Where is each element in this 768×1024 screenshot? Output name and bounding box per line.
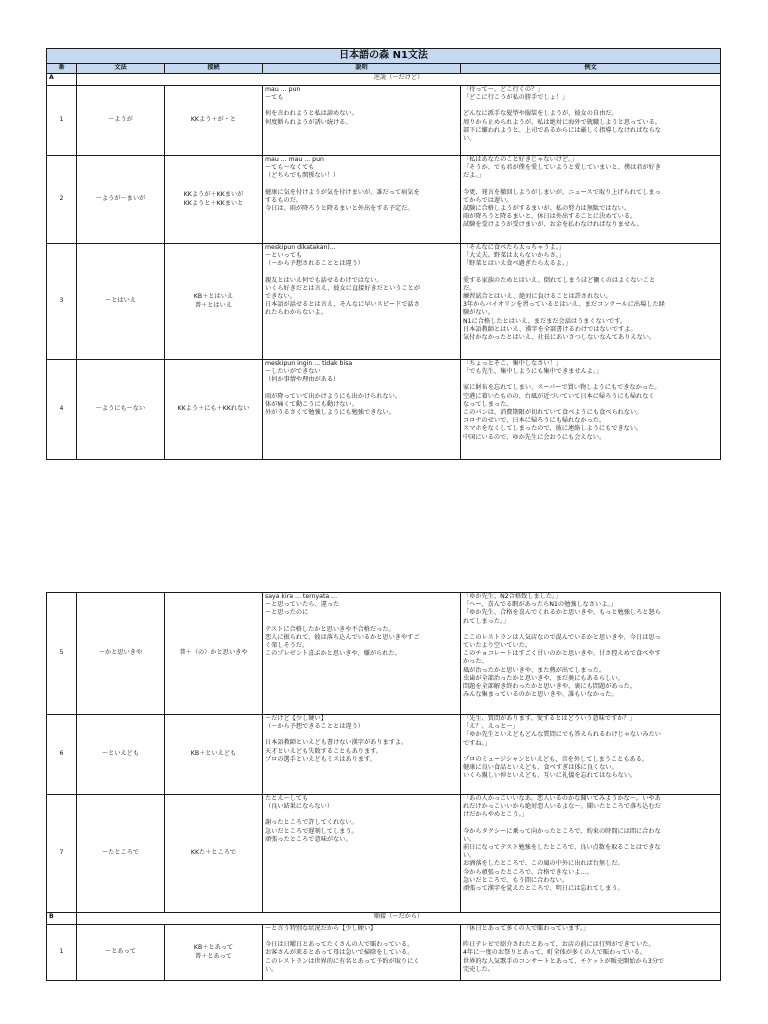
- text-line: だよ。」: [463, 172, 485, 180]
- text-line: ここのレストランは人気店なので混んでいるかと思いきや、今日は思っ: [463, 633, 661, 641]
- text-line: 「待って〜、どこ行くの？」: [463, 86, 544, 93]
- text-line: 部下に嫌われようと、上司であるからには厳しく指導しなければならな: [463, 126, 661, 134]
- text-line: れだけかっこいいから絶対恋人いるよな〜。聞いたところで落ち込むだ: [463, 803, 661, 811]
- grammar-pattern: 〜といえども: [77, 715, 165, 795]
- text-line: meskipun ingin ... tidak bisa: [265, 360, 353, 367]
- text-line: い。: [265, 965, 278, 973]
- row-number: 3: [47, 244, 77, 360]
- text-line: 健康に気を付けようが気を付けまいが、誰だって病気を: [265, 188, 420, 196]
- explanation-cell: [263, 156, 461, 244]
- explanation-cell: [263, 925, 461, 981]
- text-line: [463, 933, 718, 941]
- text-line: [463, 626, 718, 634]
- text-line: （どちらでも関係ない！）: [265, 172, 340, 180]
- text-line: けだからやめとこう。」: [463, 811, 528, 819]
- header-explanation: 説明: [263, 64, 461, 74]
- table-row: [47, 593, 721, 715]
- text-line: （良い結果にならない）: [265, 803, 334, 811]
- text-line: 「でも先生、集中しようにも集中できませんよ。」: [463, 368, 603, 376]
- row-number: 1: [47, 86, 77, 156]
- text-line: 〜といっても: [265, 252, 303, 260]
- text-line: 「ゆか先生といえどもどんな質問にでも答えられるわけじゃないみたい: [463, 731, 661, 739]
- text-line: mau ... mau ... pun: [265, 156, 324, 163]
- connection-cell: [165, 925, 263, 981]
- table-row: [47, 925, 721, 981]
- text-line: いくら好きだとは言え、彼女に直接好きだということが: [265, 284, 421, 292]
- text-line: [265, 385, 458, 393]
- text-line: みんな集まっているのかと思いきや、誰もいなかった。: [463, 691, 618, 699]
- text-line: 今から頑張ったところで、合格できないよ…。: [463, 868, 593, 876]
- text-line: いくら親しい仲といえども、互いに礼儀を忘れてはならない。: [463, 772, 637, 780]
- text-line: 「え？、えっと〜」: [463, 723, 519, 731]
- connection-cell: [165, 156, 263, 244]
- text-line: 「あの人かっこいいなあ。恋人いるのかな聞いてみようかな〜。いやあ: [463, 795, 661, 802]
- table-title: 日本語の森 N1文法: [47, 49, 721, 64]
- text-line: このプレゼント喜ぶかと思いきや、嫌がられた。: [265, 650, 401, 658]
- explanation-cell: [263, 244, 461, 360]
- row-number: 1: [47, 925, 77, 981]
- connection-cell: [165, 593, 263, 715]
- explanation-cell: [263, 593, 461, 715]
- text-line: meskipun dikatakan)...: [265, 244, 336, 251]
- row-number: 7: [47, 795, 77, 913]
- examples-cell: [461, 156, 721, 244]
- explanation-cell: [263, 715, 461, 795]
- text-line: 日本語教師とはいえ、漢字を全部書けるわけではないですよ。: [463, 325, 637, 333]
- text-line: [463, 181, 718, 189]
- text-line: [265, 269, 458, 277]
- grammar-pattern: 〜たところで: [77, 795, 165, 913]
- text-line: 「休日とあって多くの人で賑わっています。」: [463, 925, 590, 932]
- text-line: 何を言われようと私は諦めない。: [265, 110, 358, 118]
- text-line: お酒落をしたところで、この風の中外に出れば台無しだ。: [463, 860, 624, 868]
- text-line: 問題を全部解き終わったかと思いきや、裏にも問題があった。: [463, 682, 637, 690]
- text-line: 〜したいができない: [265, 368, 321, 376]
- grammar-pattern: 〜かと思いきや: [77, 593, 165, 715]
- text-line: 日本語が話せるとは言え、そんなに早いスピードで話さ: [265, 301, 420, 309]
- text-line: 「そうか、でも君が僕を愛していようと愛していまいと、僕は君が好き: [463, 164, 661, 172]
- text-line: KKようと＋KKまいと: [183, 199, 244, 207]
- text-line: 「ゆか先生、N2合格致しました。」: [463, 593, 562, 600]
- grammar-pattern: 〜ようにも〜ない: [77, 360, 165, 460]
- text-line: 〜と思ったのに: [265, 609, 309, 617]
- text-line: なってしまった。: [463, 400, 513, 408]
- table-1-body: [47, 86, 721, 460]
- text-line: お客さんが来るとあって母は急いで掃除をしている。: [265, 949, 414, 957]
- table-row: [47, 244, 721, 360]
- text-line: 雨が降ろうと降るまいと、休日は外出することに決めている。: [463, 213, 637, 221]
- text-line: 親友とはいえ何でも話せるわけではない。: [265, 276, 383, 284]
- text-line: プロの選手といえどもミスはあります。: [265, 755, 376, 763]
- text-line: テストに合格したかと思いきや不合格だった。: [265, 625, 395, 633]
- text-line: 今日は、雨が降ろうと降るまいと外出をする予定だ。: [265, 204, 414, 212]
- text-line: 愛する家族のためとはいえ、倒れてしまうほど働くのはよくないこと: [463, 276, 656, 284]
- connection-cell: [165, 715, 263, 795]
- text-line: 今からタクシーに乗って向かったところで、約束の時間には間に合わな: [463, 827, 661, 835]
- examples-cell: [461, 593, 721, 715]
- text-line: KKた＋ところで: [190, 849, 237, 857]
- text-line: するものだ。: [265, 196, 303, 204]
- text-line: できない。: [265, 292, 296, 300]
- text-line: 前日になってテスト勉強をしたところで、良い点数を取ることはできな: [463, 843, 661, 851]
- text-line: れてしまった。」: [463, 617, 510, 625]
- connection-cell: [165, 86, 263, 156]
- grammar-pattern: 〜ようが〜まいが: [77, 156, 165, 244]
- text-line: 普＋とあって: [194, 952, 233, 960]
- text-line: 普＋とはいえ: [194, 301, 233, 309]
- text-line: このパンは、消費期限が切れていて食べようにも食べられない。: [463, 408, 643, 416]
- text-line: てからでは遅い。: [463, 196, 513, 204]
- text-line: 「どこに行こうが私の勝手でしょ！」: [463, 94, 569, 102]
- text-line: 雨が降っていて出かけようにも出かけられない。: [265, 392, 402, 400]
- text-line: [265, 618, 458, 626]
- text-line: 家に財布を忘れてしまい、スーパーで買い物しようにもできなかった。: [463, 384, 661, 392]
- text-line: 中国にいるので、ゆか先生に会おうにも会えない。: [463, 433, 606, 441]
- explanation-cell: [263, 795, 461, 913]
- section-label: 逆説（〜だけど）: [77, 74, 721, 86]
- examples-cell: [461, 86, 721, 156]
- text-line: 練習試合とはいえ、絶対に負けることは許されない。: [463, 292, 612, 300]
- text-line: 風が治ったかと思いきや、また熱が出てしまった。: [463, 666, 606, 674]
- text-line: 空港に着いたものの、台風が近づいていて日本に帰ろうにも帰れなく: [463, 392, 655, 400]
- text-line: 頑張ったところで意味がない。: [265, 835, 352, 843]
- connection-cell: [165, 795, 263, 913]
- text-line: 体が痛くて動こうにも動けない。: [265, 400, 358, 408]
- text-line: たとえ〜しても: [265, 795, 309, 802]
- table-2-body: [47, 593, 721, 913]
- examples-cell: [461, 715, 721, 795]
- text-line: 「そんなに食べたら太っちゃうよ。」: [463, 244, 566, 251]
- text-line: 試験を受けようが受けまいが、お金を払わなければなりません。: [463, 221, 643, 229]
- table-row: [47, 360, 721, 460]
- text-line: 今日は日曜日とあってたくさんの人で賑わっている。: [265, 941, 414, 949]
- text-line: 〜と言う特別な状況だから【少し硬い】: [265, 925, 377, 932]
- row-number: 5: [47, 593, 77, 715]
- examples-cell: [461, 925, 721, 981]
- text-line: 「先生、質問があります。愛するとはどういう意味ですか？」: [463, 715, 636, 722]
- header-examples: 例文: [461, 64, 721, 74]
- text-line: 今更、発言を撤回しようがしまいが、ニュースで取り上げられてしまっ: [463, 188, 661, 196]
- text-line: い。: [463, 134, 476, 142]
- text-line: KKよう＋が・と: [190, 116, 237, 124]
- table-row: [47, 715, 721, 795]
- text-line: だ。: [463, 284, 476, 292]
- text-line: 頑張って漢字を覚えたところで、明日には忘れてしまう。: [463, 884, 624, 892]
- row-number: 2: [47, 156, 77, 244]
- text-line: 急いだところで遅刻してしまう。: [265, 827, 358, 835]
- text-line: （何か事情や理由がある）: [265, 376, 340, 384]
- text-line: 「大丈夫。野菜は太らないからさ。」: [463, 252, 565, 260]
- text-line: KKよう＋にも＋KKれない: [177, 405, 250, 413]
- text-line: 試験に合格しようがするまいが、私の努力は無駄ではない。: [463, 204, 631, 212]
- table-row: [47, 156, 721, 244]
- text-line: （〜から予想されることとは違う）: [265, 260, 364, 268]
- text-line: KB＋とあって: [193, 944, 234, 952]
- section-label: 順接（〜だから）: [77, 913, 721, 925]
- text-line: [463, 269, 718, 277]
- header-grammar: 文法: [77, 64, 165, 74]
- text-line: このレストランは世界的に有名とあって予約が取りにく: [265, 957, 420, 965]
- text-line: どんなに派手な髪型や服装をしようが、彼女の自由だ。: [463, 110, 618, 118]
- text-line: かった。: [463, 658, 488, 666]
- text-line: KKようが＋KKまいが: [183, 191, 244, 199]
- text-line: 「ちょっとそこ、集中しなさい！」: [463, 360, 562, 367]
- text-line: saya kira ... ternyata ...: [265, 593, 338, 600]
- table-row: [47, 795, 721, 913]
- connection-cell: [165, 244, 263, 360]
- text-line: [265, 933, 458, 941]
- grammar-table-2: [46, 592, 721, 981]
- table-2b-body: [47, 925, 721, 981]
- text-line: 外がうるさくて勉強しようにも勉強できない。: [265, 408, 395, 416]
- row-number: 6: [47, 715, 77, 795]
- row-number: 4: [47, 360, 77, 460]
- connection-cell: [165, 360, 263, 460]
- text-line: 周りから止められようが、私は絶対に海外で就職しようと思っている。: [463, 118, 661, 126]
- text-line: 日本語教師といえども書けない漢字がありますよ。: [265, 739, 408, 747]
- text-line: [463, 820, 718, 828]
- table-row: [47, 86, 721, 156]
- text-line: 虫歯が全部治ったかと思いきや、まだ奥にもあるらしい。: [463, 674, 624, 682]
- text-line: コロナのせいで、日本に帰ろうにも帰れなかった。: [463, 417, 606, 425]
- header-number: 番: [47, 64, 77, 74]
- grammar-pattern: 〜ようが: [77, 86, 165, 156]
- text-line: mau ... pun: [265, 86, 301, 93]
- text-line: ていたより空いていた。: [463, 641, 532, 649]
- text-line: 急いだところで、もう間に合わない。: [463, 876, 569, 884]
- grammar-pattern: 〜とはいえ: [77, 244, 165, 360]
- text-line: 天才といえども失敗することもあります。: [265, 747, 383, 755]
- text-line: 〜ても: [265, 94, 284, 102]
- text-line: 気付かなかったとはいえ、社長にあいさつしないなんてありえない。: [463, 333, 656, 341]
- text-line: 〜だけど【少し硬い】: [265, 715, 327, 722]
- text-line: 世界的な人気歌手のコンサートとあって、チケットが販売開始から3分で: [463, 957, 665, 965]
- text-line: [265, 181, 458, 189]
- grammar-pattern: 〜とあって: [77, 925, 165, 981]
- text-line: 完売した。: [463, 965, 494, 973]
- text-line: N1に合格したとはいえ、まだまだ会話はうまくないです。: [463, 317, 627, 325]
- text-line: KB＋といえども: [190, 750, 237, 758]
- text-line: い。: [463, 852, 476, 860]
- text-line: KB＋とはいえ: [193, 293, 234, 301]
- text-line: スマホをなくしてしまったので、彼に連絡しようにもできない。: [463, 425, 643, 433]
- explanation-cell: [263, 86, 461, 156]
- examples-cell: [461, 795, 721, 913]
- header-connection: 接続: [165, 64, 263, 74]
- text-line: い。: [463, 835, 476, 843]
- examples-cell: [461, 360, 721, 460]
- text-line: プロのミュージシャンといえども、音を外してしまうこともある。: [463, 755, 649, 763]
- text-line: [463, 748, 718, 756]
- text-line: 普＋（の）かと思いきや: [179, 649, 248, 657]
- section-id: A: [47, 74, 77, 86]
- text-line: 4年に一度のお祭りとあって、町全体が多くの人で賑わっている。: [463, 949, 647, 957]
- grammar-table-1: [46, 48, 721, 460]
- text-line: 「野菜とはいえ食べ過ぎたら太るよ。」: [463, 260, 572, 268]
- text-line: ですね。」: [463, 739, 491, 747]
- text-line: く楽しそうだ。: [265, 641, 309, 649]
- text-line: 何度断られようが誘い続ける。: [265, 118, 352, 126]
- text-line: 〜ても〜なくても: [265, 164, 315, 172]
- text-line: れたらわからないよ。: [265, 309, 327, 317]
- text-line: 健康に良い食品といえども、食べすぎは体に良くない。: [463, 763, 618, 771]
- text-line: 昨日テレビで紹介されたとあって、お店の前には行列ができていた。: [463, 941, 655, 949]
- text-line: 謝ったところで許してくれない。: [265, 819, 358, 827]
- text-line: 「私はあなたのこと好きじゃないけど。」: [463, 156, 578, 163]
- examples-cell: [461, 244, 721, 360]
- text-line: 恋人に振られて、彼は落ち込んでいるかと思いきやすご: [265, 633, 420, 641]
- text-line: 「へー、喜んでる暇があったらN1の勉強しなさいよ。」: [463, 601, 617, 609]
- text-line: 〜と思っていたら、違った: [265, 601, 340, 609]
- text-line: このチョコレートはすごく甘いのかと思いきや、甘さ控えめで食べやす: [463, 650, 661, 658]
- explanation-cell: [263, 360, 461, 460]
- text-line: 3年からバイオリンを習っているとはいえ、まだコンクールに出場した経: [463, 301, 665, 309]
- text-line: 「ゆか先生、合格を喜んでくれるかと思いきや、もっと勉強しろと怒ら: [463, 609, 661, 617]
- text-line: （〜から予想できることとは違う）: [265, 723, 364, 731]
- text-line: 験がない。: [463, 309, 494, 317]
- section-id: B: [47, 913, 77, 925]
